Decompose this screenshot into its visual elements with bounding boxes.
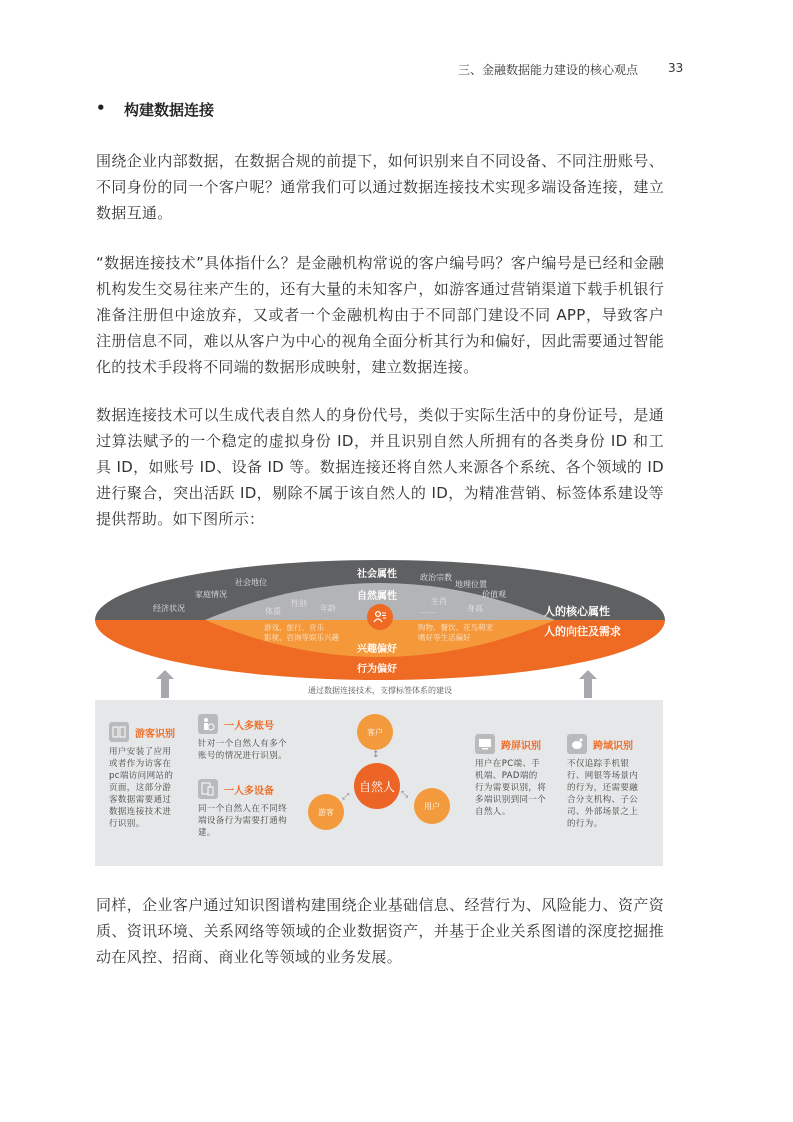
account-icon xyxy=(198,714,218,734)
section-heading xyxy=(96,99,214,120)
desc-line: 自然人。 xyxy=(475,807,511,817)
feature-desc xyxy=(198,738,298,762)
feature-title: 游客识别 xyxy=(135,728,175,740)
interest-right xyxy=(418,623,493,643)
bullet: • xyxy=(96,99,106,117)
natural-attr-height: 身高 xyxy=(467,604,483,613)
feature-desc xyxy=(567,758,652,830)
desc-line: 或者作为访客在 xyxy=(109,759,172,769)
desc-line: 机端、PAD端的 xyxy=(475,771,538,781)
desc-line: 合分支机构、子公 xyxy=(567,795,639,805)
data-connection-diagram xyxy=(95,556,665,866)
interest-left-line: 游戏、旅行、音乐 xyxy=(264,623,324,632)
feature-cross-domain xyxy=(567,734,652,830)
desc-line: 司、外部场景之上 xyxy=(567,807,639,817)
globe-icon xyxy=(567,734,587,754)
diagram-caption: 通过数据连接技术，支撑标签体系的建设 xyxy=(308,686,452,695)
natural-attr-gender: 性别 xyxy=(291,599,307,608)
feature-desc xyxy=(475,758,560,818)
feature-desc xyxy=(198,803,298,839)
desc-line: 客数据需要通过 xyxy=(109,795,172,805)
node-user: 用户 xyxy=(414,788,450,824)
feature-desc xyxy=(109,746,189,830)
person-icon xyxy=(367,604,393,630)
desc-line: 行为需要识别，将 xyxy=(475,783,547,793)
desc-line: 行、网银等场景内 xyxy=(567,771,639,781)
desc-line: 同一个自然人在不同终 xyxy=(198,804,288,814)
interest-left xyxy=(264,623,339,643)
paragraph-1: 围绕企业内部数据，在数据合规的前提下，如何识别来自不同设备、不同注册账号、不同身份的同一个客户呢？通常我们可以通过数据连接技术实现多端设备连接，建立数据互通。 xyxy=(96,152,664,222)
desc-line: 数据连接技术进 xyxy=(109,807,172,817)
running-header: 三、金融数据能力建设的核心观点 xyxy=(458,63,639,77)
feature-guest-id xyxy=(109,722,189,830)
node-natural-person: 自然人 xyxy=(354,763,400,809)
social-attr-title: 社会属性 xyxy=(357,569,397,580)
feature-title: 跨域识别 xyxy=(593,740,633,752)
social-attr-politics: 政治宗教 xyxy=(420,573,452,582)
desc-line: 不仅追踪手机银 xyxy=(567,759,630,769)
desc-line: 页面，这部分游 xyxy=(109,783,172,793)
bidirectional-arrow-icon: ⤢ xyxy=(342,792,350,802)
feature-multi-account xyxy=(198,714,298,762)
social-attr-economic: 经济状况 xyxy=(153,604,185,613)
desc-line: 针对一个自然人有多个 xyxy=(198,739,288,749)
natural-attr-ellipsis: …… xyxy=(420,606,436,615)
paragraph-3: 数据连接技术可以生成代表自然人的身份代号，类似于实际生活中的身份证号，是通过算法赋予的一个稳定的虚拟身份 ID，并且识别自然人所拥有的各类身份 ID 和工具 ID，如账号 ID、设备 ID 等。数据连接还将自然人来源各个系统、各个领域的 ID 进行聚合，突出活跃 ID，剔除不属于该自然人的 ID，为精准营销、标签体系建设等提供帮助。如下图所示： xyxy=(96,406,664,528)
desc-line: 的行为。 xyxy=(567,819,603,829)
paragraph-2: “数据连接技术”具体指什么？是金融机构常说的客户编号吗？客户编号是已经和金融机构发生交易往来产生的，还有大量的未知客户，如游客通过营销渠道下载手机银行准备注册但中途放弃，又或者一个金融机构由于不同部门建设不同 APP，导致客户注册信息不同，难以从客户为中心的视角全面分析其行为和偏好，因此需要通过智能化的技术手段将不同端的数据形成映射，建立数据连接。 xyxy=(96,254,664,376)
desc-line: 端设备行为需要打通构 xyxy=(198,816,288,826)
feature-multi-device xyxy=(198,779,298,839)
natural-attr-zodiac: 生肖 xyxy=(431,597,447,606)
desc-line: 建。 xyxy=(198,828,216,838)
feature-title: 一人多设备 xyxy=(224,785,274,797)
core-attr-label: 人的核心属性 xyxy=(544,605,610,618)
interest-right-line: 购物、餐饮、花鸟萌宠 xyxy=(418,623,493,632)
desc-line: pc端访问网站的 xyxy=(109,771,174,781)
desc-line: 用户安装了应用 xyxy=(109,747,172,757)
social-attr-status: 社会地位 xyxy=(235,578,267,587)
people-icon xyxy=(109,722,129,742)
device-icon xyxy=(198,779,218,799)
desc-line: 多端识别到同一个 xyxy=(475,795,547,805)
paragraph-4: 同样，企业客户通过知识图谱构建围绕企业基础信息、经营行为、风险能力、资产资质、资讯环境、关系网络等领域的企业数据资产，并基于企业关系图谱的深度挖掘推动在风控、招商、商业化等领域的业务发展。 xyxy=(96,896,664,966)
desc-line: 行识别。 xyxy=(109,819,145,829)
desc-line: 账号的情况进行识别。 xyxy=(198,751,288,761)
social-attr-family: 家庭情况 xyxy=(195,590,227,599)
monitor-icon xyxy=(475,734,495,754)
node-guest: 游客 xyxy=(308,794,344,830)
feature-cross-screen xyxy=(475,734,560,818)
interest-title: 兴趣偏好 xyxy=(357,644,397,655)
bidirectional-arrow-icon: ↕ xyxy=(372,750,380,760)
natural-attr-age: 年龄 xyxy=(320,604,336,613)
desc-line: 的行为，还需要融 xyxy=(567,783,639,793)
feature-title: 一人多账号 xyxy=(224,720,274,732)
interest-right-line: 嗜好等生活偏好 xyxy=(418,633,471,642)
identification-panel xyxy=(95,700,663,866)
bidirectional-arrow-icon: ⤡ xyxy=(401,790,409,800)
social-attr-values: 价值观 xyxy=(482,590,506,599)
social-attr-location: 地理位置 xyxy=(455,580,487,589)
needs-label: 人的向往及需求 xyxy=(544,625,621,638)
feature-title: 跨屏识别 xyxy=(501,740,541,752)
node-customer: 客户 xyxy=(357,714,393,750)
natural-attr-weight: 体重 xyxy=(265,607,281,616)
section-title: 构建数据连接 xyxy=(124,101,215,119)
interest-left-line: 影视、咨询等娱乐兴趣 xyxy=(264,633,339,642)
page-number: 33 xyxy=(668,61,684,75)
natural-attr-title: 自然属性 xyxy=(357,591,397,602)
desc-line: 用户在PC端、手 xyxy=(475,759,541,769)
behavior-title: 行为偏好 xyxy=(357,664,397,675)
